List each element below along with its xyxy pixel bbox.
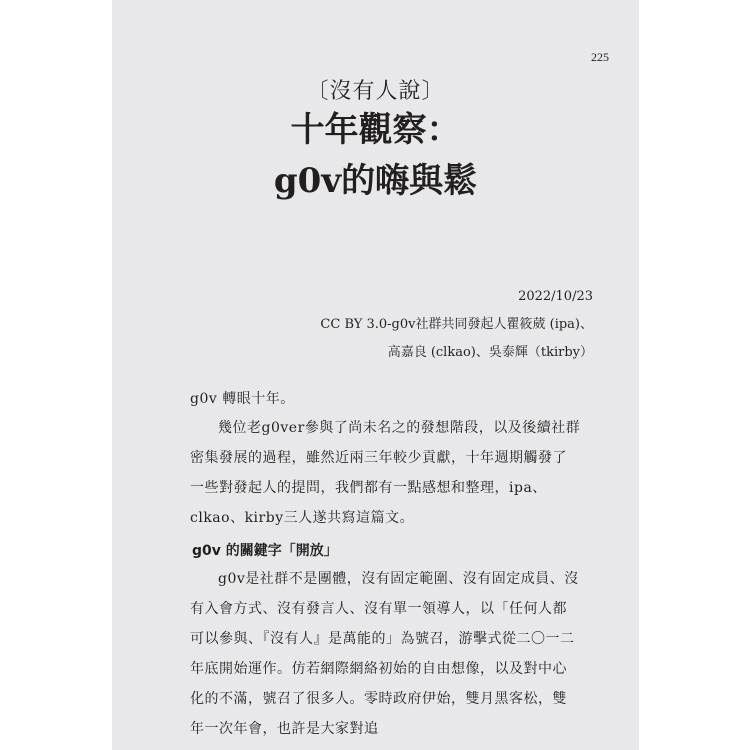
chapter-kicker: 〔沒有人說〕 [306,79,445,104]
article-date: 2022/10/23 [518,289,593,304]
page-number: 225 [591,50,609,64]
article-authors-line-1: CC BY 3.0-g0v社群共同發起人瞿筱葳 (ipa)、 [320,317,593,332]
body-paragraph-3: g0v是社群不是團體，沒有固定範圍、沒有固定成員、沒有入會方式、沒有發言人、沒有單一領導人，以「任何人都可以參與、『沒有人』是萬能的」為號召，游擊式從二〇一二年底開始運作。仿若網際網絡初始的自由想像，以及對中心化的不滿，號召了很多人。零時政府伊始，雙月黑客松，雙年一次年會，也許是大家對追 [190,571,579,737]
section-heading: g0v 的關鍵字「開放」 [192,543,338,559]
chapter-title-line-1: 十年觀察： [290,110,461,150]
body-paragraph-2: 幾位老g0ver參與了尚未名之的發想階段，以及後續社群密集發展的過程，雖然近兩三年較少貢獻，十年週期觸發了一些對發起人的提問，我們都有一點感想和整理，ipa、clkao、kirby三人遂共寫這篇文。 [190,420,581,526]
body-paragraph-1: g0v 轉眼十年。 [190,391,295,407]
book-page [112,0,639,750]
chapter-title-line-2: g0v的嗨與鬆 [273,161,478,201]
article-authors-line-2: 高嘉良 (clkao)、吳泰輝（tkirby） [387,345,593,360]
